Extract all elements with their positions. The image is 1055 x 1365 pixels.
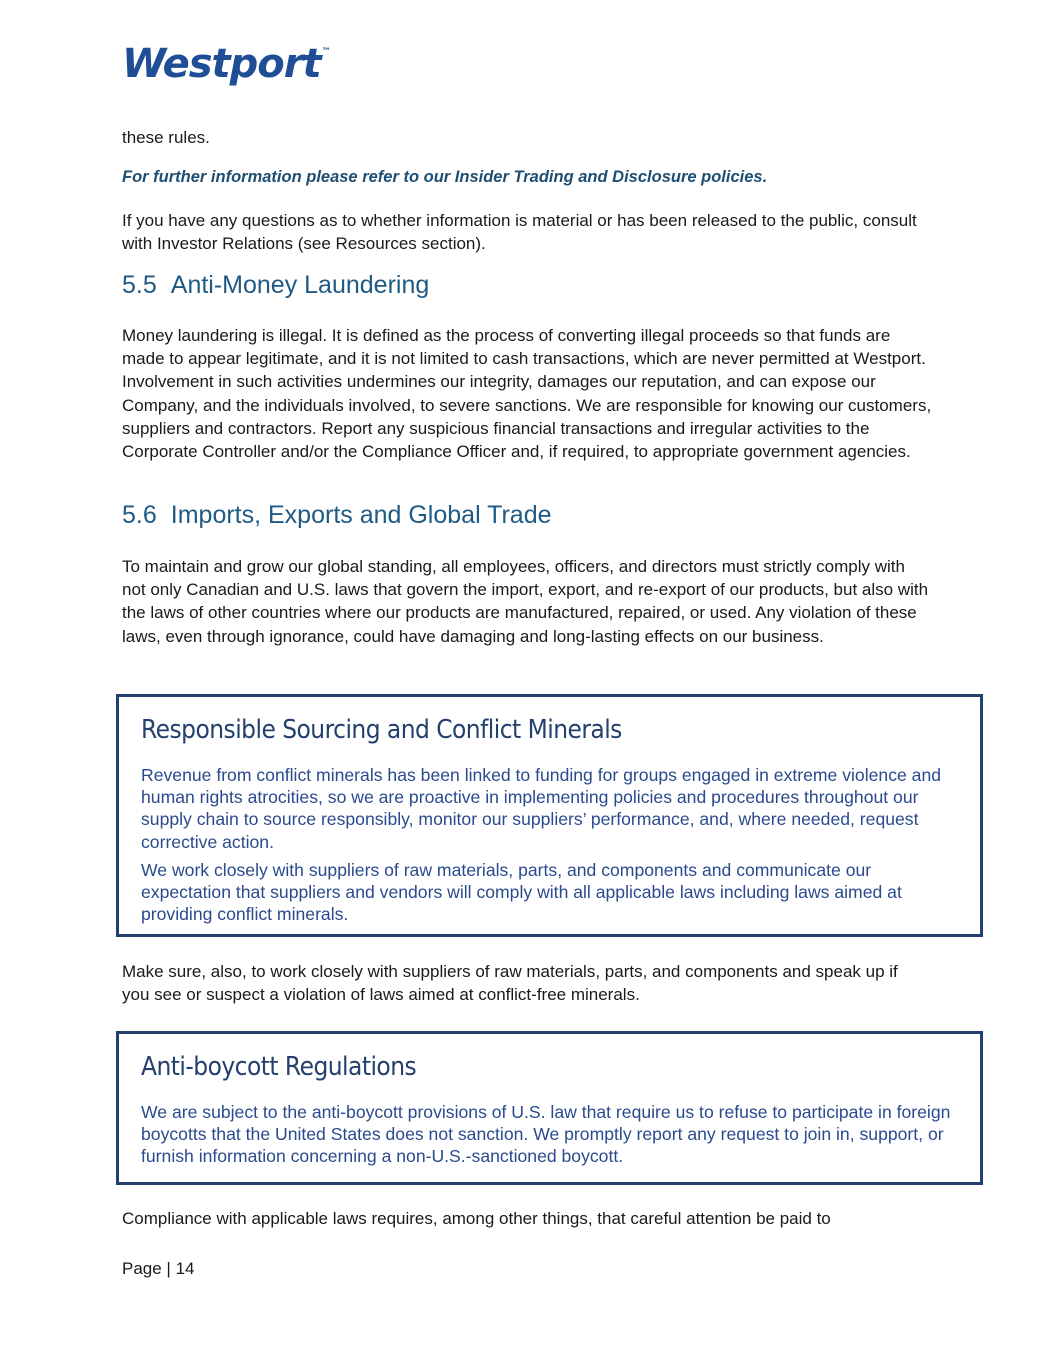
section-5-6-body: To maintain and grow our global standing, all employees, officers, and directors must strictly comply with not only Canadian and U.S. laws that govern the import, export, and re-export of our products, but also with the laws of other countries where our products are manufactured, repaired, or used. Any violation of these laws, even through ignorance, could have damaging and long-lasting effects on our business. bbox=[122, 557, 929, 646]
after-minerals-paragraph: Make sure, also, to work closely with suppliers of raw materials, parts, and components and speak up if you see or suspect a violation of laws aimed at conflict-free minerals. bbox=[122, 962, 898, 1005]
after-boycott-paragraph: Compliance with applicable laws requires, among other things, that careful attention be paid to bbox=[122, 1209, 831, 1228]
section-5-6-heading: 5.6 Imports, Exports and Global Trade bbox=[122, 501, 552, 529]
conflict-minerals-para-1: Revenue from conflict minerals has been linked to funding for groups engaged in extreme violence and human rights atrocities, so we are proactive in implementing policies and procedures throughout our supply chain to source responsibly, monitor our suppliers’ performance, and, where needed, request corrective action. bbox=[141, 765, 942, 852]
conflict-minerals-box bbox=[116, 694, 983, 937]
anti-boycott-para-1: We are subject to the anti-boycott provisions of U.S. law that require us to refuse to participate in foreign boycotts that the United States does not sanction. We promptly report any request to join in, support, or furnish information concerning a non-U.S.-sanctioned boycott. bbox=[141, 1102, 951, 1167]
anti-boycott-box bbox=[116, 1031, 983, 1185]
page-number: Page | 14 bbox=[122, 1259, 195, 1278]
questions-paragraph: If you have any questions as to whether information is material or has been released to the public, consult with Investor Relations (see Resources section). bbox=[122, 211, 917, 254]
section-5-5-heading: 5.5 Anti-Money Laundering bbox=[122, 271, 430, 299]
conflict-minerals-title: Responsible Sourcing and Conflict Minerals bbox=[141, 715, 622, 745]
intro-rules-text: these rules. bbox=[122, 128, 210, 147]
conflict-minerals-para-2: We work closely with suppliers of raw materials, parts, and components and communicate our expectation that suppliers and vendors will comply with all applicable laws including laws aimed at providing conflict minerals. bbox=[141, 860, 902, 925]
section-5-5-body: Money laundering is illegal. It is defined as the process of converting illegal proceeds so that funds are made to appear legitimate, and it is not limited to cash transactions, which are never permitted at Westport. Involvement in such activities undermines our integrity, damages our reputation, and can expose our Company, and the individuals involved, to severe sanctions. We are responsible for knowing our customers, suppliers and contractors. Report any suspicious financial transactions and irregular activities to the Corporate Controller and/or the Compliance Officer and, if required, to appropriate government agencies. bbox=[122, 326, 932, 462]
anti-boycott-title: Anti-boycott Regulations bbox=[141, 1052, 417, 1082]
policy-reference-note: For further information please refer to our Insider Trading and Disclosure policies. bbox=[122, 168, 768, 186]
westport-logo: Westport™ bbox=[122, 41, 330, 87]
